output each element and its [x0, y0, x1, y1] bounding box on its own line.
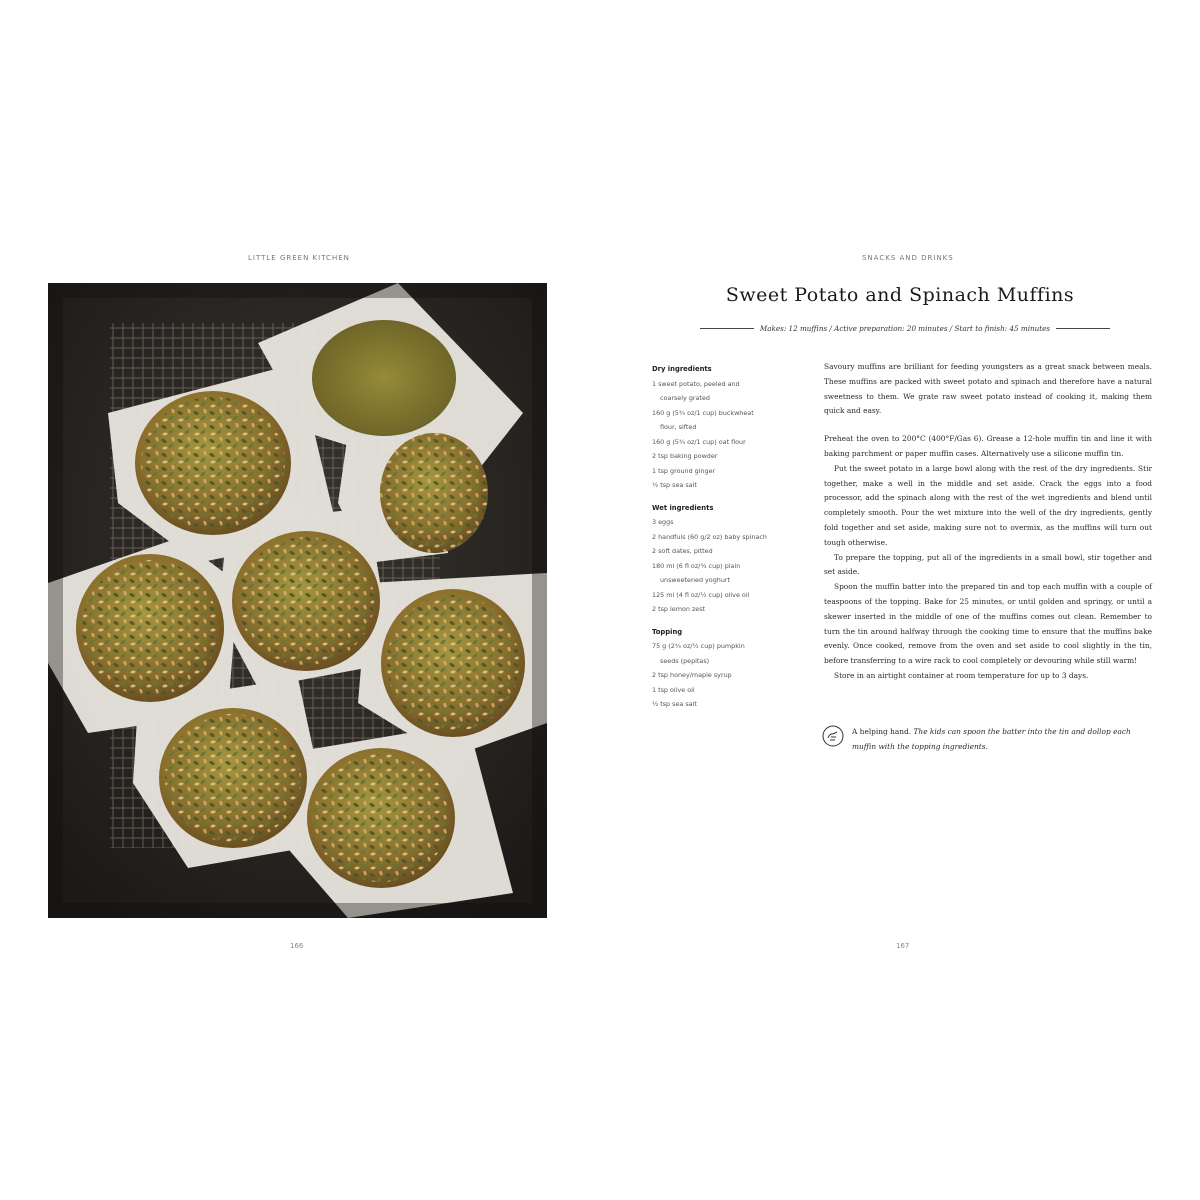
meta-rule-right — [1056, 328, 1110, 329]
ingredient-item: 2 handfuls (60 g/2 oz) baby spinach — [652, 532, 767, 541]
page-number-left: 166 — [290, 942, 304, 950]
ingredient-item: 3 eggs — [652, 518, 674, 526]
ingredient-heading: Dry ingredients — [652, 365, 712, 373]
ingredient-item: ½ tsp sea salt — [652, 481, 697, 489]
running-head-right: SNACKS AND DRINKS — [862, 254, 954, 262]
helping-hand-tip — [822, 725, 1152, 755]
helping-hand-icon — [822, 725, 844, 747]
muffins-photo — [48, 283, 547, 918]
ingredient-item: 180 ml (6 fl oz/¾ cup) plain — [652, 561, 741, 570]
topping-ingredients — [652, 625, 802, 712]
page-number-right: 167 — [896, 942, 910, 950]
tip-text — [852, 725, 1152, 755]
recipe-meta — [700, 324, 1110, 333]
method-text — [824, 360, 1152, 684]
ingredient-item: 2 tsp baking powder — [652, 452, 718, 460]
ingredient-heading: Topping — [652, 627, 683, 636]
ingredient-item: 160 g (5¾ oz/1 cup) oat flour — [652, 437, 746, 446]
ingredient-item: 125 ml (4 fl oz/½ cup) olive oil — [652, 590, 750, 599]
ingredient-item: ½ tsp sea salt — [652, 700, 697, 708]
recipe-title: Sweet Potato and Spinach Muffins — [725, 284, 1075, 306]
ingredient-item: 1 sweet potato, peeled and — [652, 379, 740, 388]
ingredient-item: coarsely grated — [660, 394, 710, 402]
ingredients-column — [652, 362, 802, 720]
ingredient-item: 75 g (2¾ oz/½ cup) pumpkin — [652, 642, 745, 650]
meta-rule-left — [700, 328, 754, 329]
recipe-meta-text: Makes: 12 muffins / Active preparation: 20 minutes / Start to finish: 45 minutes — [759, 324, 1051, 333]
method-paragraph: Store in an airtight container at room temperature for up to 3 days. — [834, 670, 1089, 680]
ingredient-list — [652, 377, 802, 493]
ingredient-item: 2 tsp honey/maple syrup — [652, 671, 732, 679]
tip-body: The kids can spoon the batter into the tin and dollop each muffin with the topping ingredients. — [852, 727, 1131, 751]
ingredient-item: unsweetened yoghurt — [660, 576, 731, 584]
ingredient-item: 160 g (5¾ oz/1 cup) buckwheat — [652, 408, 754, 417]
ingredient-heading: Wet ingredients — [652, 503, 714, 512]
dry-ingredients — [652, 362, 802, 493]
method-paragraph: To prepare the topping, put all of the ingredients in a small bowl, stir together and set aside. — [824, 552, 1152, 577]
ingredient-item: 2 soft dates, pitted — [652, 547, 713, 555]
ingredient-item: 2 tsp lemon zest — [652, 605, 706, 613]
wet-ingredients — [652, 501, 802, 617]
ingredient-item: flour, sifted — [660, 423, 697, 431]
tip-label: A helping hand. — [852, 727, 912, 736]
ingredient-item: seeds (pepitas) — [660, 656, 710, 665]
ingredient-item: 1 tsp ground ginger — [652, 466, 716, 475]
method-paragraph: Spoon the muffin batter into the prepared tin and top each muffin with a couple of teaspoons of the topping. Bake for 25 minutes, or until golden and springy, or until a skewer inserted in the middle of one of the muffins comes out clean. Remember to turn the tin around halfway through the cooking time to ensure that the muffins bake evenly. Once cooked, remove from the oven and set aside to cool slightly in the tin, before transferring to a wire rack to cool completely or devouring while still warm! — [824, 582, 1152, 666]
method-paragraph: Preheat the oven to 200°C (400°F/Gas 6). Grease a 12-hole muffin tin and line it with baking parchment or paper muffin cases. Alternatively use a silicone muffin tin. — [824, 434, 1152, 458]
running-head-left: LITTLE GREEN KITCHEN — [248, 254, 350, 262]
ingredient-list — [652, 639, 802, 712]
method-paragraph: Savoury muffins are brilliant for feeding youngsters as a great snack between meals. These muffins are packed with sweet potato and spinach and therefore have a natural sweetness to them. We grate raw sweet potato instead of cooking it, making them quick and easy. — [824, 362, 1152, 416]
ingredient-item: 1 tsp olive oil — [652, 685, 695, 694]
method-paragraph: Put the sweet potato in a large bowl along with the rest of the dry ingredients. Stir together, make a well in the middle and set aside. Crack the eggs into a food processor, add the spinach along with the rest of the wet ingredients and blend until completely smooth. Pour the wet mixture into the well of the dry ingredients, gently fold together and set aside, making sure not to overmix, as the muffins will turn out tough otherwise. — [824, 463, 1152, 547]
ingredient-list — [652, 515, 802, 617]
